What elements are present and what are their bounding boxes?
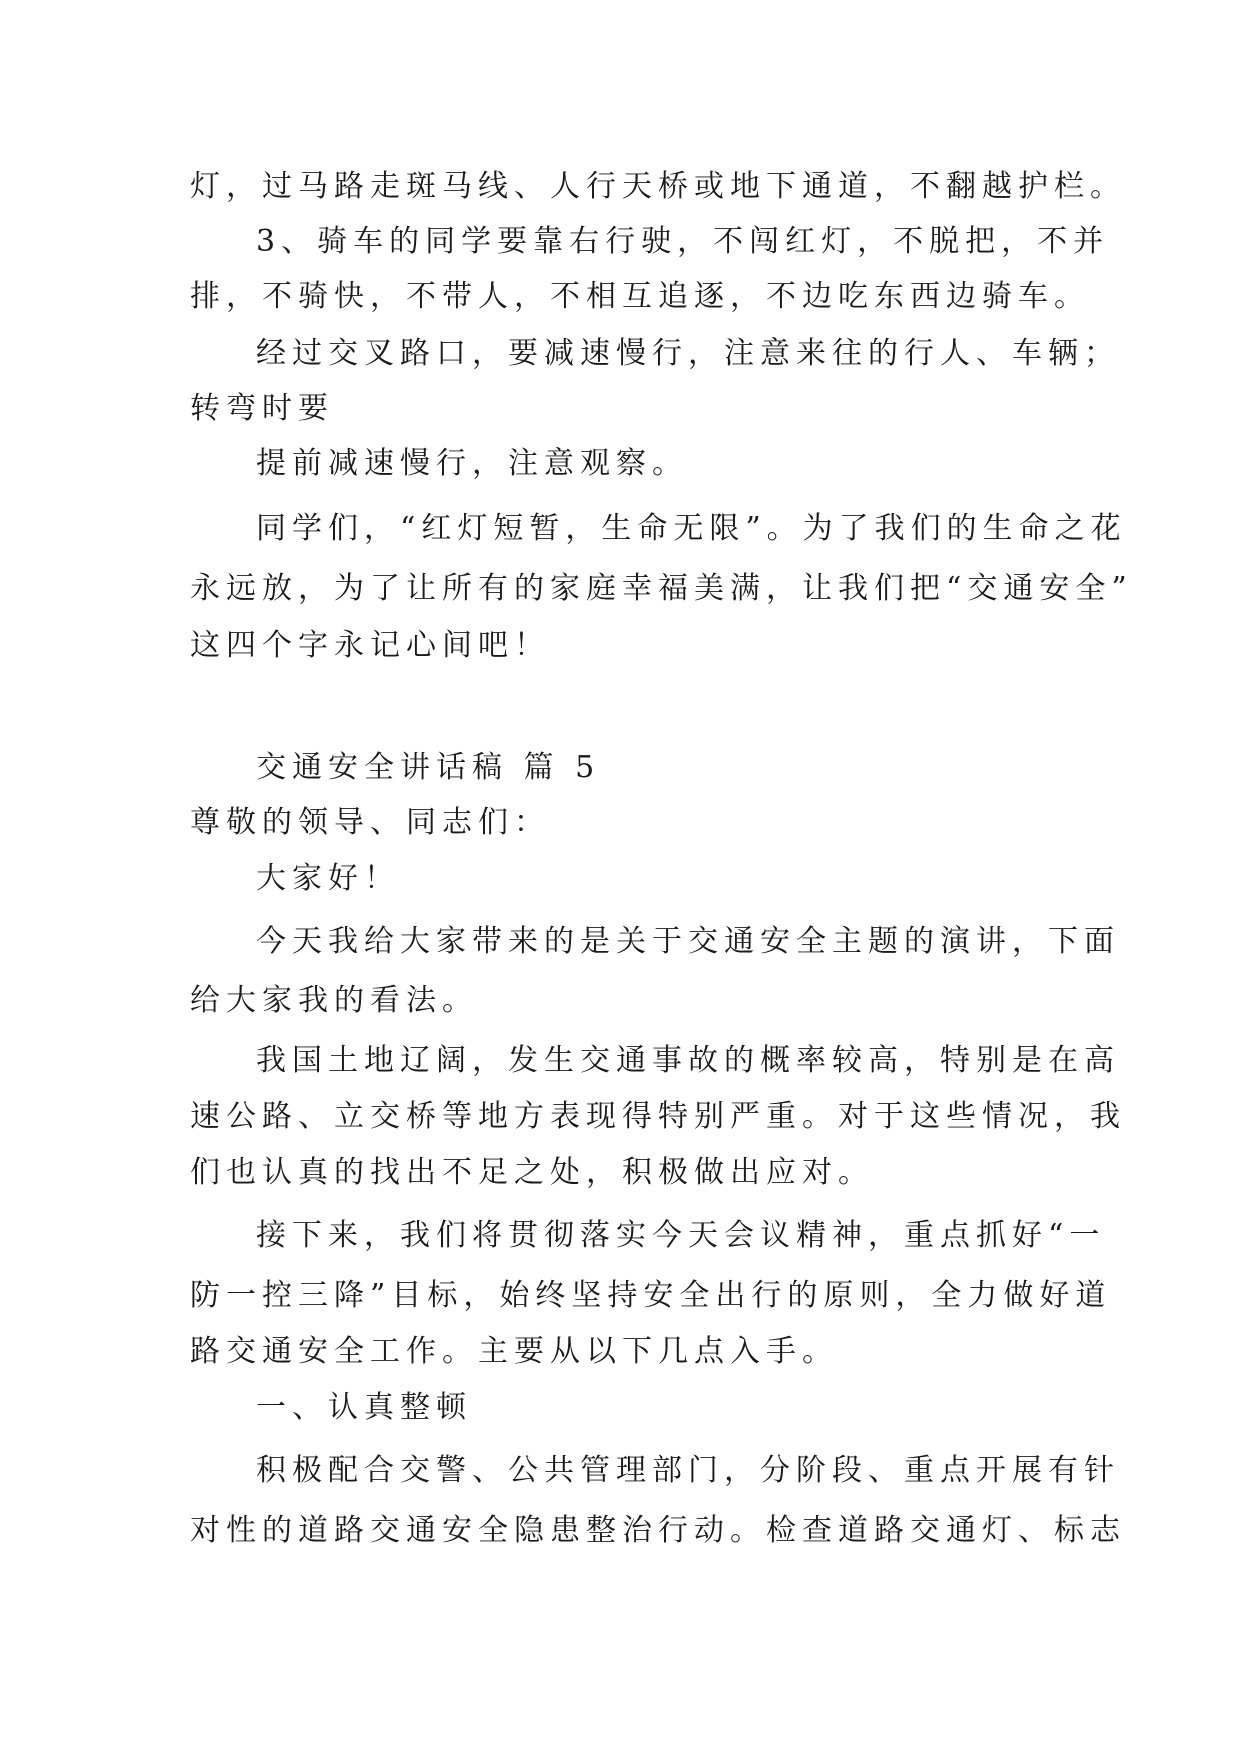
text-line: 积极配合交警、公共管理部门，分阶段、重点开展有针 [256, 1453, 1120, 1488]
text-line: 对性的道路交通安全隐患整治行动。检查道路交通灯、标志 [190, 1513, 1126, 1548]
text-line: 3、骑车的同学要靠右行驶，不闯红灯，不脱把，不并 [256, 224, 1110, 259]
text-line: 转弯时要 [190, 391, 334, 426]
text-line: 防一控三降”目标，始终坚持安全出行的原则，全力做好道 [190, 1278, 1112, 1313]
text-line: 我国土地辽阔，发生交通事故的概率较高，特别是在高 [256, 1043, 1120, 1078]
text-line: 提前减速慢行，注意观察。 [256, 446, 688, 481]
text-line: 这四个字永记心间吧！ [190, 628, 550, 663]
text-line: 路交通安全工作。主要从以下几点入手。 [190, 1334, 838, 1369]
subheading: 一、认真整顿 [256, 1390, 472, 1425]
text-line: 给大家我的看法。 [190, 983, 478, 1018]
text-line: 灯，过马路走斑马线、人行天桥或地下通道，不翻越护栏。 [190, 169, 1126, 204]
text-line: 排，不骑快，不带人，不相互追逐，不边吃东西边骑车。 [190, 279, 1090, 314]
text-line: 同学们，“红灯短暂，生命无限”。为了我们的生命之花 [256, 511, 1127, 546]
text-line: 今天我给大家带来的是关于交通安全主题的演讲，下面 [256, 924, 1120, 959]
text-line: 永远放，为了让所有的家庭幸福美满，让我们把“交通安全” [190, 571, 1133, 606]
section-heading: 交通安全讲话稿 篇 5 [256, 750, 601, 785]
text-line: 们也认真的找出不足之处，积极做出应对。 [190, 1155, 874, 1190]
text-line: 接下来，我们将贯彻落实今天会议精神，重点抓好“一 [256, 1218, 1106, 1253]
text-line: 经过交叉路口，要减速慢行，注意来往的行人、车辆； [256, 336, 1120, 371]
greeting: 大家好！ [256, 861, 400, 896]
salutation: 尊敬的领导、同志们： [190, 805, 550, 840]
text-line: 速公路、立交桥等地方表现得特别严重。对于这些情况，我 [190, 1099, 1126, 1134]
